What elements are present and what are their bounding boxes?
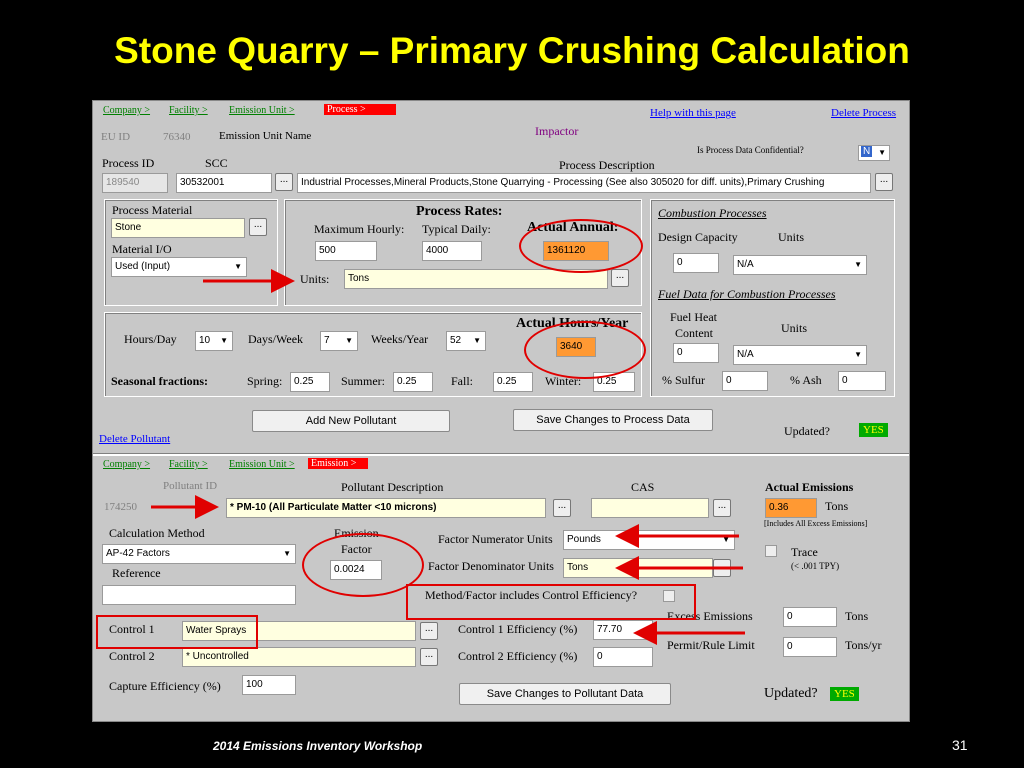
material-input[interactable]: Stone bbox=[111, 218, 245, 238]
units-input[interactable]: Tons bbox=[344, 269, 608, 289]
weeks-year-label: Weeks/Year bbox=[371, 332, 429, 346]
combustion-heading: Combustion Processes bbox=[658, 206, 767, 220]
fuel-heat-input[interactable]: 0 bbox=[673, 343, 719, 363]
seasonal-label: Seasonal fractions: bbox=[111, 374, 208, 388]
eu-name-value: Impactor bbox=[535, 124, 579, 138]
chevron-down-icon: ▼ bbox=[234, 262, 242, 271]
delete-process-link[interactable]: Delete Process bbox=[831, 107, 897, 119]
pollutant-desc-label: Pollutant Description bbox=[341, 480, 444, 494]
fall-label: Fall: bbox=[451, 374, 474, 388]
calc-method-value: AP-42 Factors bbox=[106, 548, 170, 559]
pollutant-id-value: 174250 bbox=[104, 501, 137, 513]
pollutant-updated-label: Updated? bbox=[764, 686, 818, 701]
save-process-button[interactable]: Save Changes to Process Data bbox=[513, 409, 713, 431]
control2-eff-label: Control 2 Efficiency (%) bbox=[458, 649, 578, 663]
sulfur-label: % Sulfur bbox=[662, 373, 705, 387]
slide-title: Stone Quarry – Primary Crushing Calculation bbox=[114, 30, 910, 71]
fuel-units-label: Units bbox=[781, 321, 808, 335]
excess-input[interactable]: 0 bbox=[783, 607, 837, 627]
factor-label-1: Emission bbox=[334, 526, 379, 540]
winter-input[interactable]: 0.25 bbox=[593, 372, 635, 392]
material-browse-button[interactable]: ... bbox=[249, 218, 267, 236]
material-io-label: Material I/O bbox=[112, 242, 172, 256]
chevron-down-icon: ▼ bbox=[854, 350, 862, 359]
denominator-input[interactable]: Tons bbox=[563, 558, 713, 578]
chevron-down-icon: ▼ bbox=[345, 336, 353, 345]
summer-label: Summer: bbox=[341, 374, 385, 388]
fuel-heat-label-1: Fuel Heat bbox=[670, 310, 717, 324]
actual-annual-label: Actual Annual: bbox=[527, 220, 619, 235]
design-capacity-input[interactable]: 0 bbox=[673, 253, 719, 273]
hours-day-value: 10 bbox=[199, 335, 211, 346]
cas-browse-button[interactable]: ... bbox=[713, 499, 731, 517]
emission-factor-input[interactable]: 0.0024 bbox=[330, 560, 382, 580]
control2-browse-button[interactable]: ... bbox=[420, 648, 438, 666]
max-hourly-label: Maximum Hourly: bbox=[314, 222, 405, 236]
nav2-company-link[interactable]: Company > bbox=[103, 459, 151, 470]
excess-note: [Includes All Excess Emissions] bbox=[764, 519, 868, 528]
excess-label: Excess Emissions bbox=[667, 609, 753, 623]
chevron-down-icon: ▼ bbox=[283, 549, 291, 558]
reference-label: Reference bbox=[112, 566, 161, 580]
control1-eff-label: Control 1 Efficiency (%) bbox=[458, 622, 578, 636]
scc-input[interactable]: 30532001 bbox=[176, 173, 272, 193]
confidential-label: Is Process Data Confidential? bbox=[697, 145, 804, 155]
control2-label: Control 2 bbox=[109, 649, 155, 663]
design-units-value: N/A bbox=[737, 259, 754, 270]
control1-label: Control 1 bbox=[109, 622, 155, 636]
slide-footer: 2014 Emissions Inventory Workshop bbox=[213, 739, 423, 753]
design-units-label: Units bbox=[778, 230, 805, 244]
nav-facility-link[interactable]: Facility > bbox=[169, 105, 208, 116]
chevron-down-icon: ▼ bbox=[878, 148, 886, 157]
process-desc-label: Process Description bbox=[559, 158, 655, 172]
nav-company-link[interactable]: Company > bbox=[103, 105, 151, 116]
pollutant-updated-badge: YES bbox=[830, 687, 859, 701]
ash-label: % Ash bbox=[790, 373, 822, 387]
annotation-arrows bbox=[93, 101, 909, 721]
summer-input[interactable]: 0.25 bbox=[393, 372, 433, 392]
eu-id-value: 76340 bbox=[163, 131, 191, 143]
delete-pollutant-link[interactable]: Delete Pollutant bbox=[99, 433, 171, 445]
units-browse-button[interactable]: ... bbox=[611, 269, 629, 287]
denominator-label: Factor Denominator Units bbox=[428, 559, 554, 573]
pollutant-id-label: Pollutant ID bbox=[163, 480, 218, 492]
control1-eff-input[interactable]: 77.70 bbox=[593, 620, 653, 640]
ash-input[interactable]: 0 bbox=[838, 371, 886, 391]
nav2-emission-unit-link[interactable]: Emission Unit > bbox=[229, 459, 295, 470]
actual-hours-label: Actual Hours/Year bbox=[516, 316, 629, 331]
save-pollutant-button[interactable]: Save Changes to Pollutant Data bbox=[459, 683, 671, 705]
sulfur-input[interactable]: 0 bbox=[722, 371, 768, 391]
spring-label: Spring: bbox=[247, 374, 283, 388]
permit-label: Permit/Rule Limit bbox=[667, 638, 755, 652]
actual-emissions-units: Tons bbox=[825, 499, 849, 513]
process-updated-badge: YES bbox=[859, 423, 888, 437]
process-id-input[interactable]: 189540 bbox=[102, 173, 168, 193]
process-id-label: Process ID bbox=[102, 156, 155, 170]
capture-eff-label: Capture Efficiency (%) bbox=[109, 679, 221, 693]
add-pollutant-button[interactable]: Add New Pollutant bbox=[252, 410, 450, 432]
days-week-label: Days/Week bbox=[248, 332, 304, 346]
actual-hours-input[interactable]: 3640 bbox=[556, 337, 596, 357]
excess-units: Tons bbox=[845, 609, 869, 623]
chevron-down-icon: ▼ bbox=[722, 535, 730, 544]
control2-eff-input[interactable]: 0 bbox=[593, 647, 653, 667]
fuel-data-heading: Fuel Data for Combustion Processes bbox=[658, 287, 836, 301]
actual-annual-input[interactable]: 1361120 bbox=[543, 241, 609, 261]
fuel-heat-label-2: Content bbox=[675, 326, 713, 340]
numerator-label: Factor Numerator Units bbox=[438, 532, 553, 546]
material-label: Process Material bbox=[112, 203, 193, 217]
trace-note: (< .001 TPY) bbox=[791, 561, 840, 571]
calc-method-label: Calculation Method bbox=[109, 526, 205, 540]
material-io-value: Used (Input) bbox=[115, 261, 171, 272]
permit-input[interactable]: 0 bbox=[783, 637, 837, 657]
hours-day-label: Hours/Day bbox=[124, 332, 177, 346]
nav2-emission-tab[interactable]: Emission > bbox=[308, 458, 368, 469]
typical-daily-input[interactable]: 4000 bbox=[422, 241, 482, 261]
max-hourly-input[interactable]: 500 bbox=[315, 241, 377, 261]
trace-label: Trace bbox=[791, 545, 818, 559]
denominator-browse-button[interactable]: ... bbox=[713, 559, 731, 577]
process-updated-label: Updated? bbox=[784, 424, 830, 438]
fuel-units-value: N/A bbox=[737, 349, 754, 360]
cas-label: CAS bbox=[631, 480, 655, 494]
scc-browse-button[interactable]: ... bbox=[275, 173, 293, 191]
permit-units: Tons/yr bbox=[845, 638, 882, 652]
pollutant-desc-input[interactable]: * PM-10 (All Particulate Matter <10 microns) bbox=[226, 498, 546, 518]
pollutant-browse-button[interactable]: ... bbox=[553, 499, 571, 517]
actual-emissions-label: Actual Emissions bbox=[765, 480, 854, 494]
typical-daily-label: Typical Daily: bbox=[422, 222, 491, 236]
nav-emission-unit-link[interactable]: Emission Unit > bbox=[229, 105, 295, 116]
nav2-facility-link[interactable]: Facility > bbox=[169, 459, 208, 470]
winter-label: Winter: bbox=[545, 374, 582, 388]
actual-emissions-input[interactable]: 0.36 bbox=[765, 498, 817, 518]
eu-id-label: EU ID bbox=[101, 131, 131, 143]
control-eff-question: Method/Factor includes Control Efficiency? bbox=[425, 588, 638, 602]
nav-process-tab[interactable]: Process > bbox=[324, 104, 396, 115]
confidential-value: N bbox=[863, 146, 871, 157]
eu-name-label: Emission Unit Name bbox=[219, 130, 312, 142]
units-label: Units: bbox=[300, 272, 330, 286]
page-number: 31 bbox=[952, 737, 968, 753]
chevron-down-icon: ▼ bbox=[473, 336, 481, 345]
days-week-value: 7 bbox=[324, 335, 330, 346]
control1-input[interactable]: Water Sprays bbox=[182, 621, 416, 641]
capture-eff-input[interactable]: 100 bbox=[242, 675, 296, 695]
process-rates-heading: Process Rates: bbox=[416, 204, 503, 219]
control1-browse-button[interactable]: ... bbox=[420, 622, 438, 640]
process-desc-input[interactable]: Industrial Processes,Mineral Products,Stone Quarrying - Processing (See also 305020 for diff. units),Primary Crushing bbox=[297, 173, 871, 193]
emission-form-panel bbox=[92, 100, 910, 722]
chevron-down-icon: ▼ bbox=[854, 260, 862, 269]
chevron-down-icon: ▼ bbox=[220, 336, 228, 345]
factor-label-2: Factor bbox=[341, 542, 372, 556]
spring-input[interactable]: 0.25 bbox=[290, 372, 330, 392]
weeks-year-value: 52 bbox=[450, 335, 462, 346]
design-capacity-label: Design Capacity bbox=[658, 230, 738, 244]
scc-label: SCC bbox=[205, 156, 228, 170]
numerator-value: Pounds bbox=[567, 534, 601, 545]
help-link[interactable]: Help with this page bbox=[650, 107, 736, 119]
process-desc-browse-button[interactable]: ... bbox=[875, 173, 893, 191]
control2-input[interactable]: * Uncontrolled bbox=[182, 647, 416, 667]
fall-input[interactable]: 0.25 bbox=[493, 372, 533, 392]
